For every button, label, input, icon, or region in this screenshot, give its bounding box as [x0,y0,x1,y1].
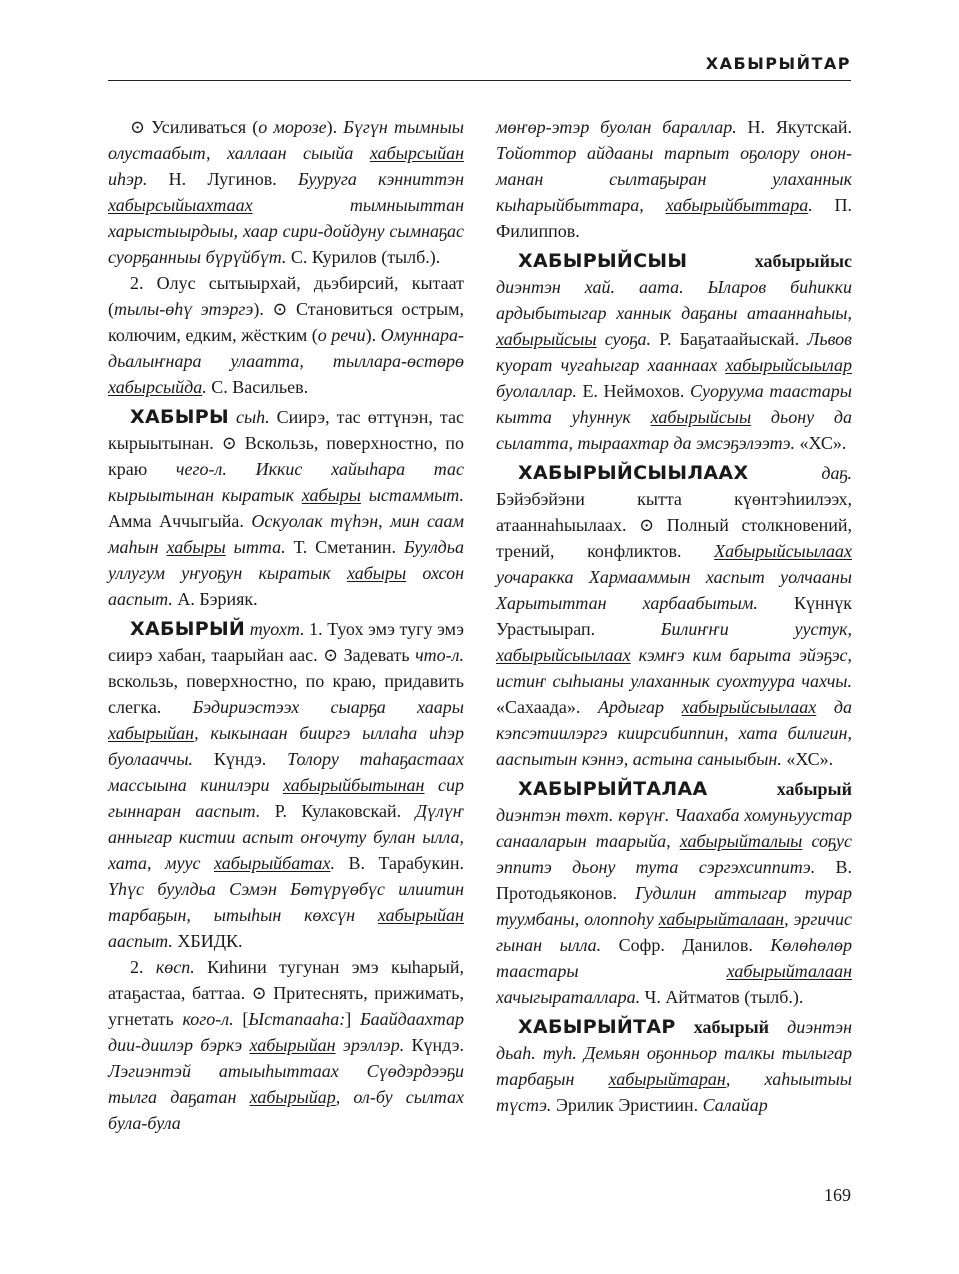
headword: ХАБЫРЫЙ [130,618,246,640]
italic-text: диэнтэн дьаһ. туһ. Демьян оҕонньор талкы тылыгар тарбаҕын [496,1017,852,1089]
page-number: 169 [824,1185,851,1205]
italic-text: Бүгүн тымныы олустаабыт, халлаан сыыйа [108,117,464,163]
example-headword: хабырыйан [108,723,195,743]
text-run [708,779,777,799]
dictionary-entry [496,776,852,1010]
right-column [496,114,852,1118]
dictionary-entry [108,616,464,954]
italic-text: Ыстапааһа: [248,1009,346,1029]
italic-text: Лэгиэнтэй атыыһыттаах Сүөдэрдээҕи тылга даҕатан [108,1061,464,1107]
italic-text: Дүлүҥ анныгар кистии аспыт оҥочуту булан ылла, хата, муус [108,801,464,873]
running-head: ХАБЫРЫЙТАР [705,54,851,73]
derivation-base: хабырый [693,1017,770,1037]
text-run: Эрилик Эристиин. [551,1095,703,1115]
text-run: В. Тарабукин. [334,853,464,873]
italic-text: Суоруума таастары кытта уһуннук [496,381,852,427]
italic-text: сыһ. [235,407,270,427]
text-run: ХБИДК. [172,931,243,951]
text-run: Сиирэ, тас өттүнэн, тас кырыытынан. ⊙ Вскользь, поверхностно, по краю [108,407,464,479]
italic-text: Ыларов биһикки ардыбытыгар ханнык даҕаны атааннаһыы, [496,277,853,323]
example-headword: хабыры [346,563,407,583]
italic-text: хачыгыраталлара. [496,987,641,1007]
italic-text: Ардыгар [597,697,682,717]
text-run: Н. Якутскай. [736,117,852,137]
dictionary-entry [496,460,852,772]
text-run: Р. Кулаковскай. [260,801,416,821]
example-headword: хабырыйан [377,905,464,925]
example-headword: хабырыйбатах [213,853,331,873]
italic-text: ааспыт. [108,931,173,951]
italic-text: тылы-өһү этэргэ [114,299,254,319]
italic-text: тымныыттан харыстыырдыы, хаар сири-дойдуну сымнаҕас суорҕанныы бүрүйбүт. [108,195,464,267]
example-headword: хабыры [166,537,226,557]
text-run [687,251,754,271]
example-headword: хабырыйсыылаах [681,697,817,717]
headword: ХАБЫРЫЙСЫЫЛААХ [518,462,749,484]
text-run: В. Протодьяконов. [496,857,852,903]
example-headword: хабырыйбытынан [282,775,425,795]
text-run [227,459,256,479]
headword: ХАБЫРЫ [130,406,229,428]
dictionary-entry [496,1014,852,1118]
left-column [108,114,464,1136]
text-run: А. Бэрияк. [172,589,258,609]
italic-text: диэнтэн төхт. көрүҥ. Чаахаба хомуньуустар санааларын таарыйа, [496,805,852,851]
text-run [769,1017,787,1037]
example-headword: хабырыйталыы [679,831,803,851]
headword: ХАБЫРЫЙТАЛАА [518,778,708,800]
entry-paragraph [108,954,464,1136]
italic-text: Оскуолак түһэн, мин саам маһын [108,511,464,557]
text-run: 1. Туох эмэ тугу эмэ сиирэ хабан, таарыйан аас. ⊙ Задевать [108,619,464,665]
italic-text: Бэдириэстээх сыарҕа хаары [192,697,464,717]
text-run [684,277,708,297]
italic-text: , кыкынаан бииргэ ыллаһа иһэр буолааччы. [108,723,464,769]
italic-text: кэмҥэ ким барыта эйэҕэс, истиҥ сыһыаны улаханнык суохтуура чахчы. [496,645,852,691]
italic-text: ытта. [225,537,286,557]
italic-text: , ол-бу сылтах була-була [108,1087,464,1133]
text-run [748,463,821,483]
header-rule [108,80,851,81]
text-run: Ч. Айтматов (тылб.). [640,987,804,1007]
italic-text: мөҥөр-этэр буолан бараллар. [496,117,737,137]
example-headword: Хабырыйсыылаах [714,541,852,561]
italic-text: Бууруга кэнниттэн [298,169,464,189]
example-headword: хабырсыйан [369,143,464,163]
italic-text: сир гыннаран ааспыт. [108,775,464,821]
text-run: «ХС». [795,433,847,453]
italic-text: туохт. [249,619,305,639]
example-headword: хабырыйсыылар [725,355,852,375]
italic-text: о морозе [258,117,327,137]
italic-text: эрэллэр. [335,1035,405,1055]
text-run: Күндэ. [404,1035,464,1055]
text-run [676,1017,694,1037]
example-headword: хабырсыйыахтаах [108,195,253,215]
entry-paragraph [496,114,852,244]
italic-text: о речи [317,325,366,345]
italic-text: буолаллар. [496,381,577,401]
italic-text: что-л. [415,645,464,665]
text-run: Р. Баҕатаайыскай. [651,329,808,349]
text-run: С. Васильев. [206,377,309,397]
italic-text: дьону да сылатта, тыраахтар да эмсэҕэлээтэ. [496,407,852,453]
example-headword: хабыры [301,485,361,505]
italic-text: Тойоттор айдааны тарпыт оҕолору онон-манан сылтаҕыран улаханнык кыһарыйбыттара, [496,143,852,215]
text-run: Н. Лугинов. [147,169,299,189]
italic-text: соҕус эппитэ дьону тута сэргэхсиппитэ. [496,831,852,877]
entry-paragraph [108,114,464,270]
italic-text: суоҕа. [596,329,652,349]
italic-text: чего-л. [175,459,227,479]
example-headword: хабырыйбыттара [665,195,809,215]
text-run: 2. Олус сытыырхай, дьэбирсий, кытаат ( [108,273,464,319]
text-run: 2. [130,957,156,977]
italic-text: да кэпсэтиилэргэ киирсибиппин, хата билигин, ааспытын кэннэ, астына саныыбын. [496,697,853,769]
italic-text: охсон ааспыт. [108,563,464,609]
italic-text: . [808,195,813,215]
italic-text: диэнтэн хай. аата. [496,277,684,297]
italic-text: Толору таһаҕастаах массыына кинилэри [108,749,464,795]
example-headword: хабырыйсыы [496,329,597,349]
text-run: [ [233,1009,249,1029]
italic-text: . [202,377,207,397]
example-headword: хабырсыйда [108,377,203,397]
headword: ХАБЫРЫЙТАР [518,1016,676,1038]
italic-text: . [330,853,335,873]
italic-text: даҕ. [821,463,852,483]
example-headword: хабырыйан [249,1035,336,1055]
text-run: Амма Аччыгыйа. [108,511,252,531]
italic-text: уочаракка Хармааммын хаспыт уолчааны Харытыттан харбаабытым. [496,567,852,613]
derivation-base: хабырыйыс [754,251,852,271]
italic-text: , хаһыытыы түстэ. [496,1069,852,1115]
italic-text: иһэр. [108,169,148,189]
example-headword: хабырыйсыылаах [496,645,631,665]
dictionary-entry [496,248,852,456]
italic-text: , эргичис гынан ылла. [496,909,852,955]
italic-text: Салайар [702,1095,768,1115]
text-run: Е. Неймохов. [576,381,690,401]
text-run: ). [365,325,381,345]
text-run: Т. Сметанин. [285,537,404,557]
text-run: ] [345,1009,361,1029]
example-headword: хабырыйталаан [726,961,852,981]
text-run: ). ⊙ Становиться острым, колючим, едким, жёстким ( [108,299,464,345]
italic-text: Омуннара-дьалыҥнара улаатта, тыллара-өстөрө [108,325,464,371]
text-run: ⊙ Усиливаться ( [130,117,259,137]
text-run: «ХС». [781,749,834,769]
italic-text: көсп. [155,957,195,977]
dictionary-entry [108,404,464,612]
italic-text: Үһүс буулдьа Сэмэн Бөтүрүөбүс илиитин тарбаҕын, ытыһын көхсүн [108,879,464,925]
italic-text: Гудилин аттыгар турар туумбаны, олоппоһу [496,883,852,929]
text-run: Софр. Данилов. [601,935,771,955]
entry-paragraph [108,270,464,400]
italic-text: Буулдьа уллугум уҥуоҕун кыратык [108,537,464,583]
italic-text: Баайдаахтар дии-диилэр бэркэ [108,1009,464,1055]
text-run: С. Курилов (тылб.). [286,247,441,267]
italic-text: кого-л. [182,1009,234,1029]
derivation-base: хабырый [776,779,852,799]
text-run [229,407,236,427]
example-headword: хабырыйар [249,1087,336,1107]
italic-text: Иккис хайыһара тас кырыытынан кыратык [108,459,464,505]
italic-text: ыстаммыт. [360,485,464,505]
example-headword: хабырыйсыы [650,407,752,427]
example-headword: хабырыйтаран [608,1069,726,1089]
italic-text: Билиҥҥи уустук, [660,619,852,639]
text-run: Күндэ. [193,749,288,769]
text-run: Бэйэбэйэни кытта күөнтэһиилээх, атааннаһыылаах. ⊙ Полный столкновений, трений, конфликтов. [496,489,852,561]
text-run: «Сахаада». [496,697,598,717]
text-run: вскользь, поверхностно, по краю, придавить слегка. [108,671,464,717]
text-run: ). [326,117,344,137]
italic-text: Львов куорат чугаһыгар хааннаах [496,329,852,375]
example-headword: хабырыйталаан [658,909,785,929]
text-run: Күннүк Урастыырап. [496,593,852,639]
headword: ХАБЫРЫЙСЫЫ [518,250,688,272]
italic-text: Көлөһөлөр таастары [496,935,852,981]
text-run: П. Филиппов. [496,195,853,241]
text-run: Киһини тугунан эмэ кыһарый, атаҕастаа, баттаа. ⊙ Притеснять, прижимать, угнетать [108,957,465,1029]
